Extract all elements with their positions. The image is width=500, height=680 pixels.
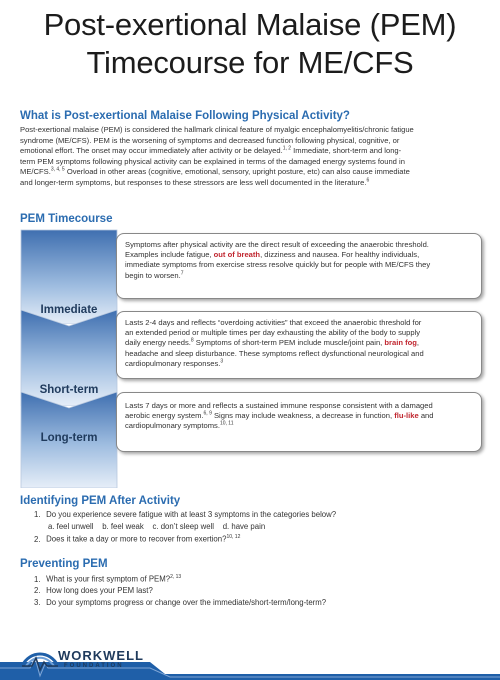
list-item: 1. What is your first symptom of PEM?$^{2, 13}$: [34, 574, 182, 584]
footer-note: A Fiscally Sponsored Program of United Charitable, a registered 501(c)3: [327, 668, 488, 674]
stage-text-short-term: Lasts 2-4 days and reflects “overdoing activities” that exceed the anaerobic threshold for an extended period or multiple times per day exhausting the ability of the body to supply daily energy needs.$^8$ Symptoms of short-term PEM include muscle/joint pain, brain fog, headache and sleep disturbance. These symptoms reflect dysfunctional neurological and cardiopulmonary responses.$^3$: [125, 318, 424, 368]
intro-line: Post-exertional malaise (PEM) is considered the hallmark clinical feature of myalgic encephalomyelitis/chronic fatigue: [20, 125, 414, 134]
stage-label-long-term: Long-term: [40, 432, 98, 444]
footer: [0, 644, 500, 680]
option: a. feel unwell: [48, 521, 94, 531]
list-item: 1. Do you experience severe fatigue with at least 3 symptoms in the categories below?: [34, 510, 337, 519]
title-line-2: Timecourse for ME/CFS: [86, 45, 414, 80]
preventing-heading: Preventing PEM: [20, 558, 108, 570]
symptom-options: [34, 521, 474, 533]
stage-text-immediate: Symptoms after physical activity are the direct result of exceeding the anaerobic threshold. Examples include fatigue, out of breath, dizziness and nausea. For healthy individuals, immediate symptoms from exercise stress resolve quickly but for people with ME/CFS they begin to worsen.$^7$: [125, 240, 431, 280]
identifying-list: [34, 509, 474, 545]
page-title: [0, 6, 500, 82]
list-item: 2. Does it take a day or more to recover from exertion?$^{10, 12}$: [34, 534, 241, 544]
timecourse-heading: PEM Timecourse: [20, 213, 113, 225]
intro-line: term PEM symptoms following physical activity can be explained in terms of the damaged energy systems found in: [20, 156, 405, 166]
option: c. don’t sleep well: [152, 521, 215, 531]
logo-name: WORKWELL: [58, 648, 144, 663]
stage-box-immediate: [116, 233, 482, 299]
stage-label-short-term: Short-term: [39, 384, 99, 396]
title-line-1: Post-exertional Malaise (PEM): [43, 7, 457, 42]
stage-label-immediate: Immediate: [40, 304, 98, 316]
intro-line: ME/CFS.$^{3, 4, 5}$ Overload in other areas (cognitive, emotional, sensory, upright posture, etc) can also cause immediate: [20, 166, 410, 177]
identifying-heading: Identifying PEM After Activity: [20, 495, 181, 507]
intro-line: emotional effort. The onset may occur immediately after activity or be delayed.$^{1, 2}$ Immediate, short-term and long-: [20, 145, 402, 156]
stage-text-long-term: Lasts 7 days or more and reflects a sustained immune response consistent with a damaged aerobic energy system.$^{6, 9}$ Signs may include weakness, a decrease in function, flu-like and cardiopulmonary symptoms.$^{10, 11}$: [125, 401, 434, 431]
intro-paragraph: [20, 125, 482, 189]
list-item: 2. How long does your PEM last?: [34, 586, 153, 596]
logo-subtitle: FOUNDATION: [64, 663, 124, 669]
stage-box-short-term: [116, 311, 482, 379]
intro-line: and longer-term symptoms, but responses to these stressors are less well documented in the literature.$^6$: [20, 177, 370, 187]
option: d. have pain: [222, 521, 266, 531]
stage-box-long-term: [116, 392, 482, 452]
list-item: 3. Do your symptoms progress or change over the immediate/short-term/long-term?: [34, 597, 327, 607]
option: b. feel weak: [102, 521, 144, 531]
preventing-list: [34, 572, 474, 608]
intro-line: syndrome (ME/CFS). PEM is the worsening of symptoms and decreased function following physical, cognitive, or: [20, 135, 400, 145]
intro-heading: What is Post-exertional Malaise Following Physical Activity?: [20, 110, 350, 122]
workwell-logo-icon: [20, 646, 60, 672]
stage-long-term-graphic: [20, 392, 118, 488]
